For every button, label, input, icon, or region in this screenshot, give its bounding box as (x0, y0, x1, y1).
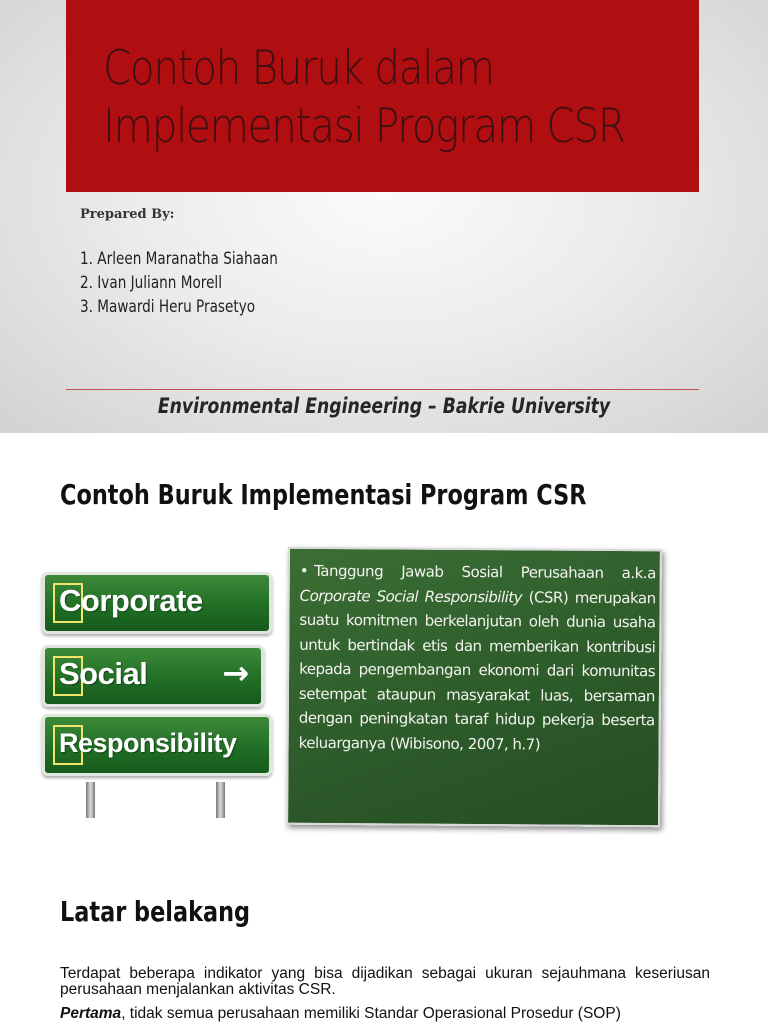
sign-board-social (42, 645, 264, 707)
sign-word: Corporate (59, 583, 203, 618)
sign-word: Social (59, 656, 148, 691)
sign-post (216, 782, 225, 818)
slide-title-line2: Implementasi Program CSR (103, 99, 625, 154)
definition-text-end: (CSR) merupakan suatu komitmen berkelanjutan oleh dunia usaha untuk bertindak etis dan memberikan kontribusi kepada pengembangan ekonomi dari komunitas setempat ataupun masyarakat luas, bersaman dengan peningkatan taraf hidup pekerja beserta keluarganya (Wibisono, 2007, h.7) (298, 587, 656, 753)
chalkboard-definition (286, 547, 662, 828)
paragraph-text: , tidak semua perusahaan memiliki Standar Operasional Prosedur (SOP) (121, 1005, 621, 1022)
section-title-background: Latar belakang (60, 895, 251, 928)
bullet-icon: • (299, 561, 309, 580)
author-item: 1. Arleen Maranatha Siahaan (80, 249, 278, 269)
definition-text-start: Tanggung Jawab Sosial Perusahaan a.k.a (314, 561, 656, 583)
title-slide (0, 0, 768, 433)
author-item: 3. Mawardi Heru Prasetyo (80, 297, 256, 317)
sign-board-corporate (42, 572, 272, 634)
divider-line (66, 389, 699, 390)
paragraph-lead-word: Pertama (60, 1005, 122, 1022)
right-arrow-icon: → (222, 654, 249, 692)
sign-board-responsibility (42, 714, 272, 776)
background-paragraph: Terdapat beberapa indikator yang bisa dijadikan sebagai ukuran sejauhmana keseriusan perusahaan menjalankan aktivitas CSR. (60, 965, 710, 998)
csr-signpost-image (30, 560, 282, 818)
institution-footer: Environmental Engineering – Bakrie University (157, 394, 611, 418)
prepared-by-label: Prepared By: (80, 207, 175, 222)
sign-post (86, 782, 95, 818)
sign-word: Responsibility (59, 728, 237, 758)
definition-italic-term: Corporate Social Responsibility (299, 586, 523, 606)
csr-definition-text (299, 559, 656, 757)
author-item: 2. Ivan Juliann Morell (80, 273, 222, 293)
slide-title-line1: Contoh Buruk dalam (103, 41, 494, 96)
slide-title (103, 40, 625, 156)
section-title-csr: Contoh Buruk Implementasi Program CSR (60, 478, 587, 511)
author-list (80, 247, 327, 319)
title-banner (66, 0, 699, 192)
background-paragraph-2 (60, 1006, 710, 1022)
